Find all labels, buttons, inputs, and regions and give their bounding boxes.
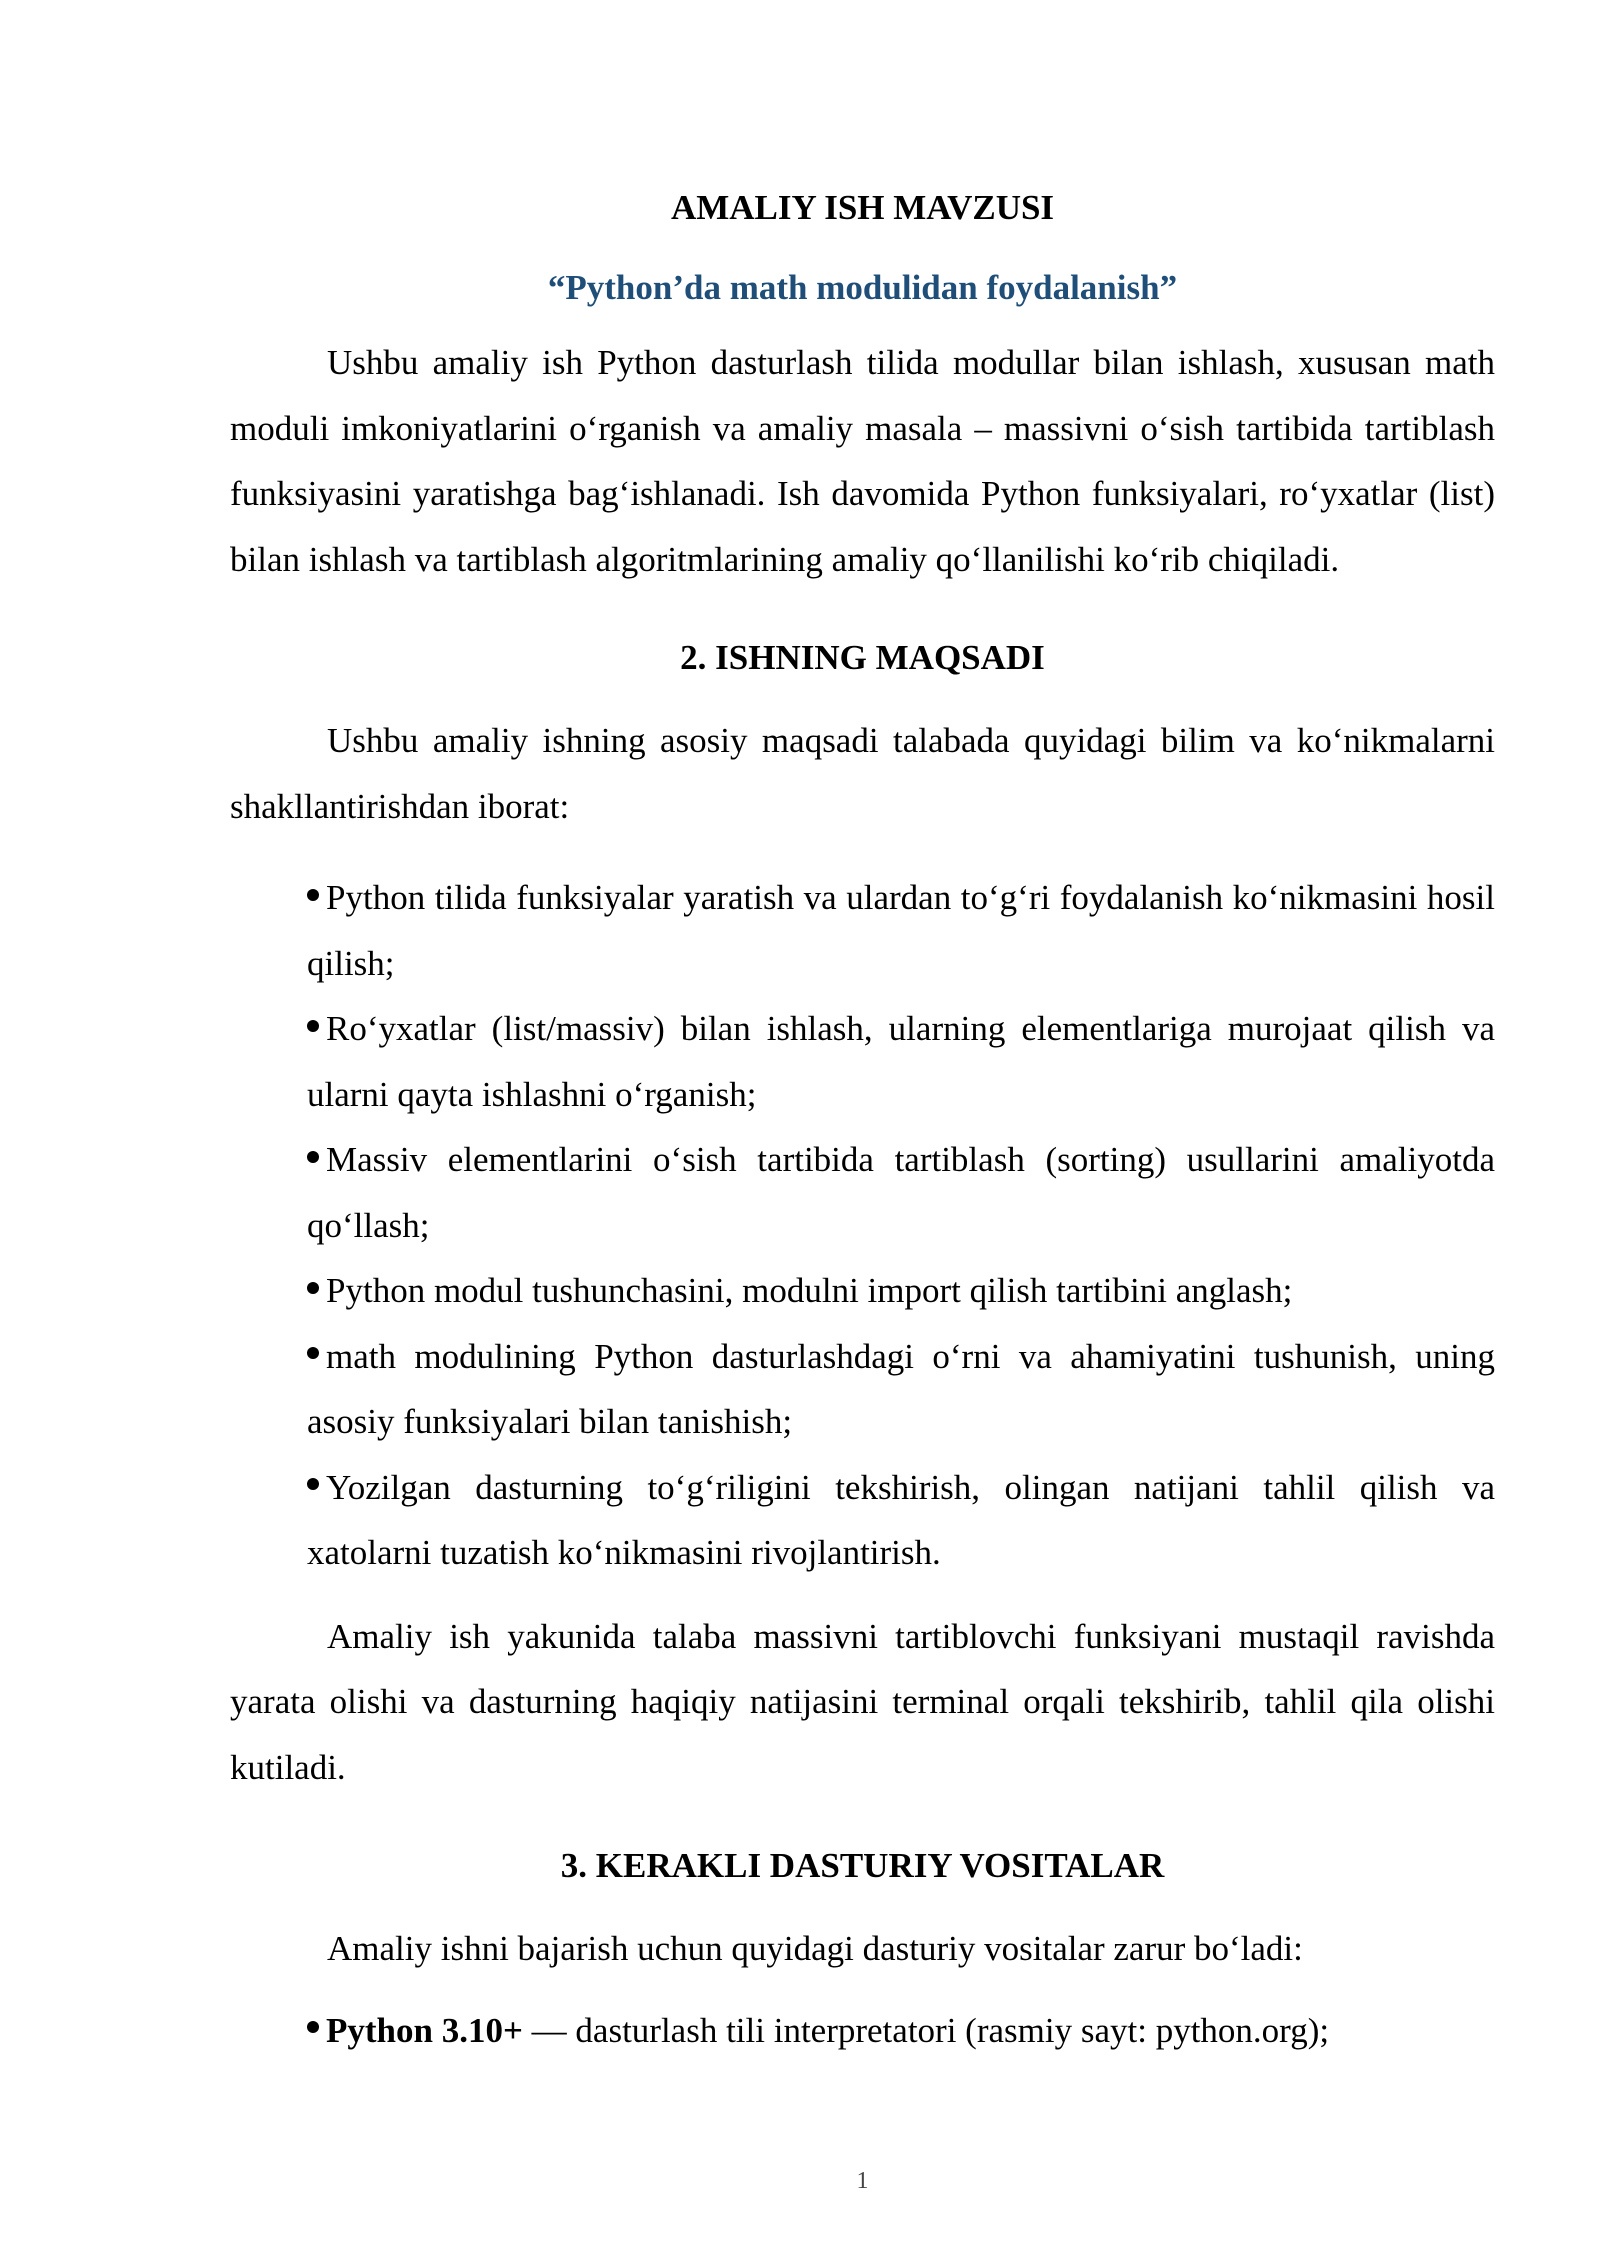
list-item: [307, 1258, 1495, 1324]
page-number: 1: [856, 2168, 869, 2194]
goals-list: [230, 865, 1495, 1586]
bullet-icon: [307, 2021, 319, 2033]
bullet-icon: [307, 1151, 319, 1163]
bullet-icon: [307, 889, 319, 901]
section-2-intro: Ushbu amaliy ishning asosiy maqsadi talabada quyidagi bilim va ko‘nikmalarni shakllantirishdan iborat:: [230, 721, 1495, 826]
bullet-icon: [307, 1282, 319, 1294]
tools-list: [230, 1998, 1495, 2064]
list-item-text: Massiv elementlarini o‘sish tartibida tartiblash (sorting) usullarini amaliyotda qo‘llash;: [307, 1140, 1495, 1245]
document-page: [230, 180, 1495, 2063]
list-item: [307, 1998, 1495, 2064]
bullet-icon: [307, 1020, 319, 1032]
section-3-intro: Amaliy ishni bajarish uchun quyidagi dasturiy vositalar zarur bo‘ladi:: [327, 1929, 1303, 1968]
section-2-heading: 2. ISHNING MAQSADI: [680, 638, 1045, 677]
list-item-text: Ro‘yxatlar (list/massiv) bilan ishlash, ularning elementlariga murojaat qilish va ularni qayta ishlashni o‘rganish;: [307, 1009, 1495, 1114]
list-item-text: Python modul tushunchasini, modulni import qilish tartibini anglash;: [326, 1271, 1293, 1310]
list-item: [307, 1324, 1495, 1455]
tool-name: Python 3.10+: [326, 2010, 523, 2050]
bullet-icon: [307, 1478, 319, 1490]
tool-description: — dasturlash tili interpretatori (rasmiy sayt: python.org);: [522, 2010, 1330, 2050]
list-item-text: math modulining Python dasturlashdagi o‘rni va ahamiyatini tushunish, uning asosiy funksiyalari bilan tanishish;: [307, 1336, 1495, 1441]
document-subtitle: “Python’da math modulidan foydalanish”: [547, 268, 1178, 307]
document-title: AMALIY ISH MAVZUSI: [670, 188, 1055, 227]
list-item: [307, 865, 1495, 996]
list-item-text: Yozilgan dasturning to‘g‘riligini tekshirish, olingan natijani tahlil qilish va xatolarni tuzatish ko‘nikmasini rivojlantirish.: [307, 1467, 1495, 1572]
list-item-text: Python tilida funksiyalar yaratish va ulardan to‘g‘ri foydalanish ko‘nikmasini hosil qilish;: [307, 878, 1495, 983]
list-item: [307, 996, 1495, 1127]
list-item: [307, 1455, 1495, 1586]
section-3-heading: 3. KERAKLI DASTURIY VOSITALAR: [560, 1846, 1165, 1885]
intro-paragraph: Ushbu amaliy ish Python dasturlash tilida modullar bilan ishlash, xususan math moduli imkoniyatlarini o‘rganish va amaliy masala – massivni o‘sish tartibida tartiblash funksiyasini yaratishga bag‘ishlanadi. Ish davomida Python funksiyalari, ro‘yxatlar (list) bilan ishlash va tartiblash algoritmlarining amaliy qo‘llanilishi ko‘rib chiqiladi.: [230, 343, 1495, 579]
bullet-icon: [307, 1347, 319, 1359]
list-item: [307, 1127, 1495, 1258]
section-2-conclusion: Amaliy ish yakunida talaba massivni tartiblovchi funksiyani mustaqil ravishda yarata olishi va dasturning haqiqiy natijasini terminal orqali tekshirib, tahlil qila olishi kutiladi.: [230, 1616, 1495, 1787]
